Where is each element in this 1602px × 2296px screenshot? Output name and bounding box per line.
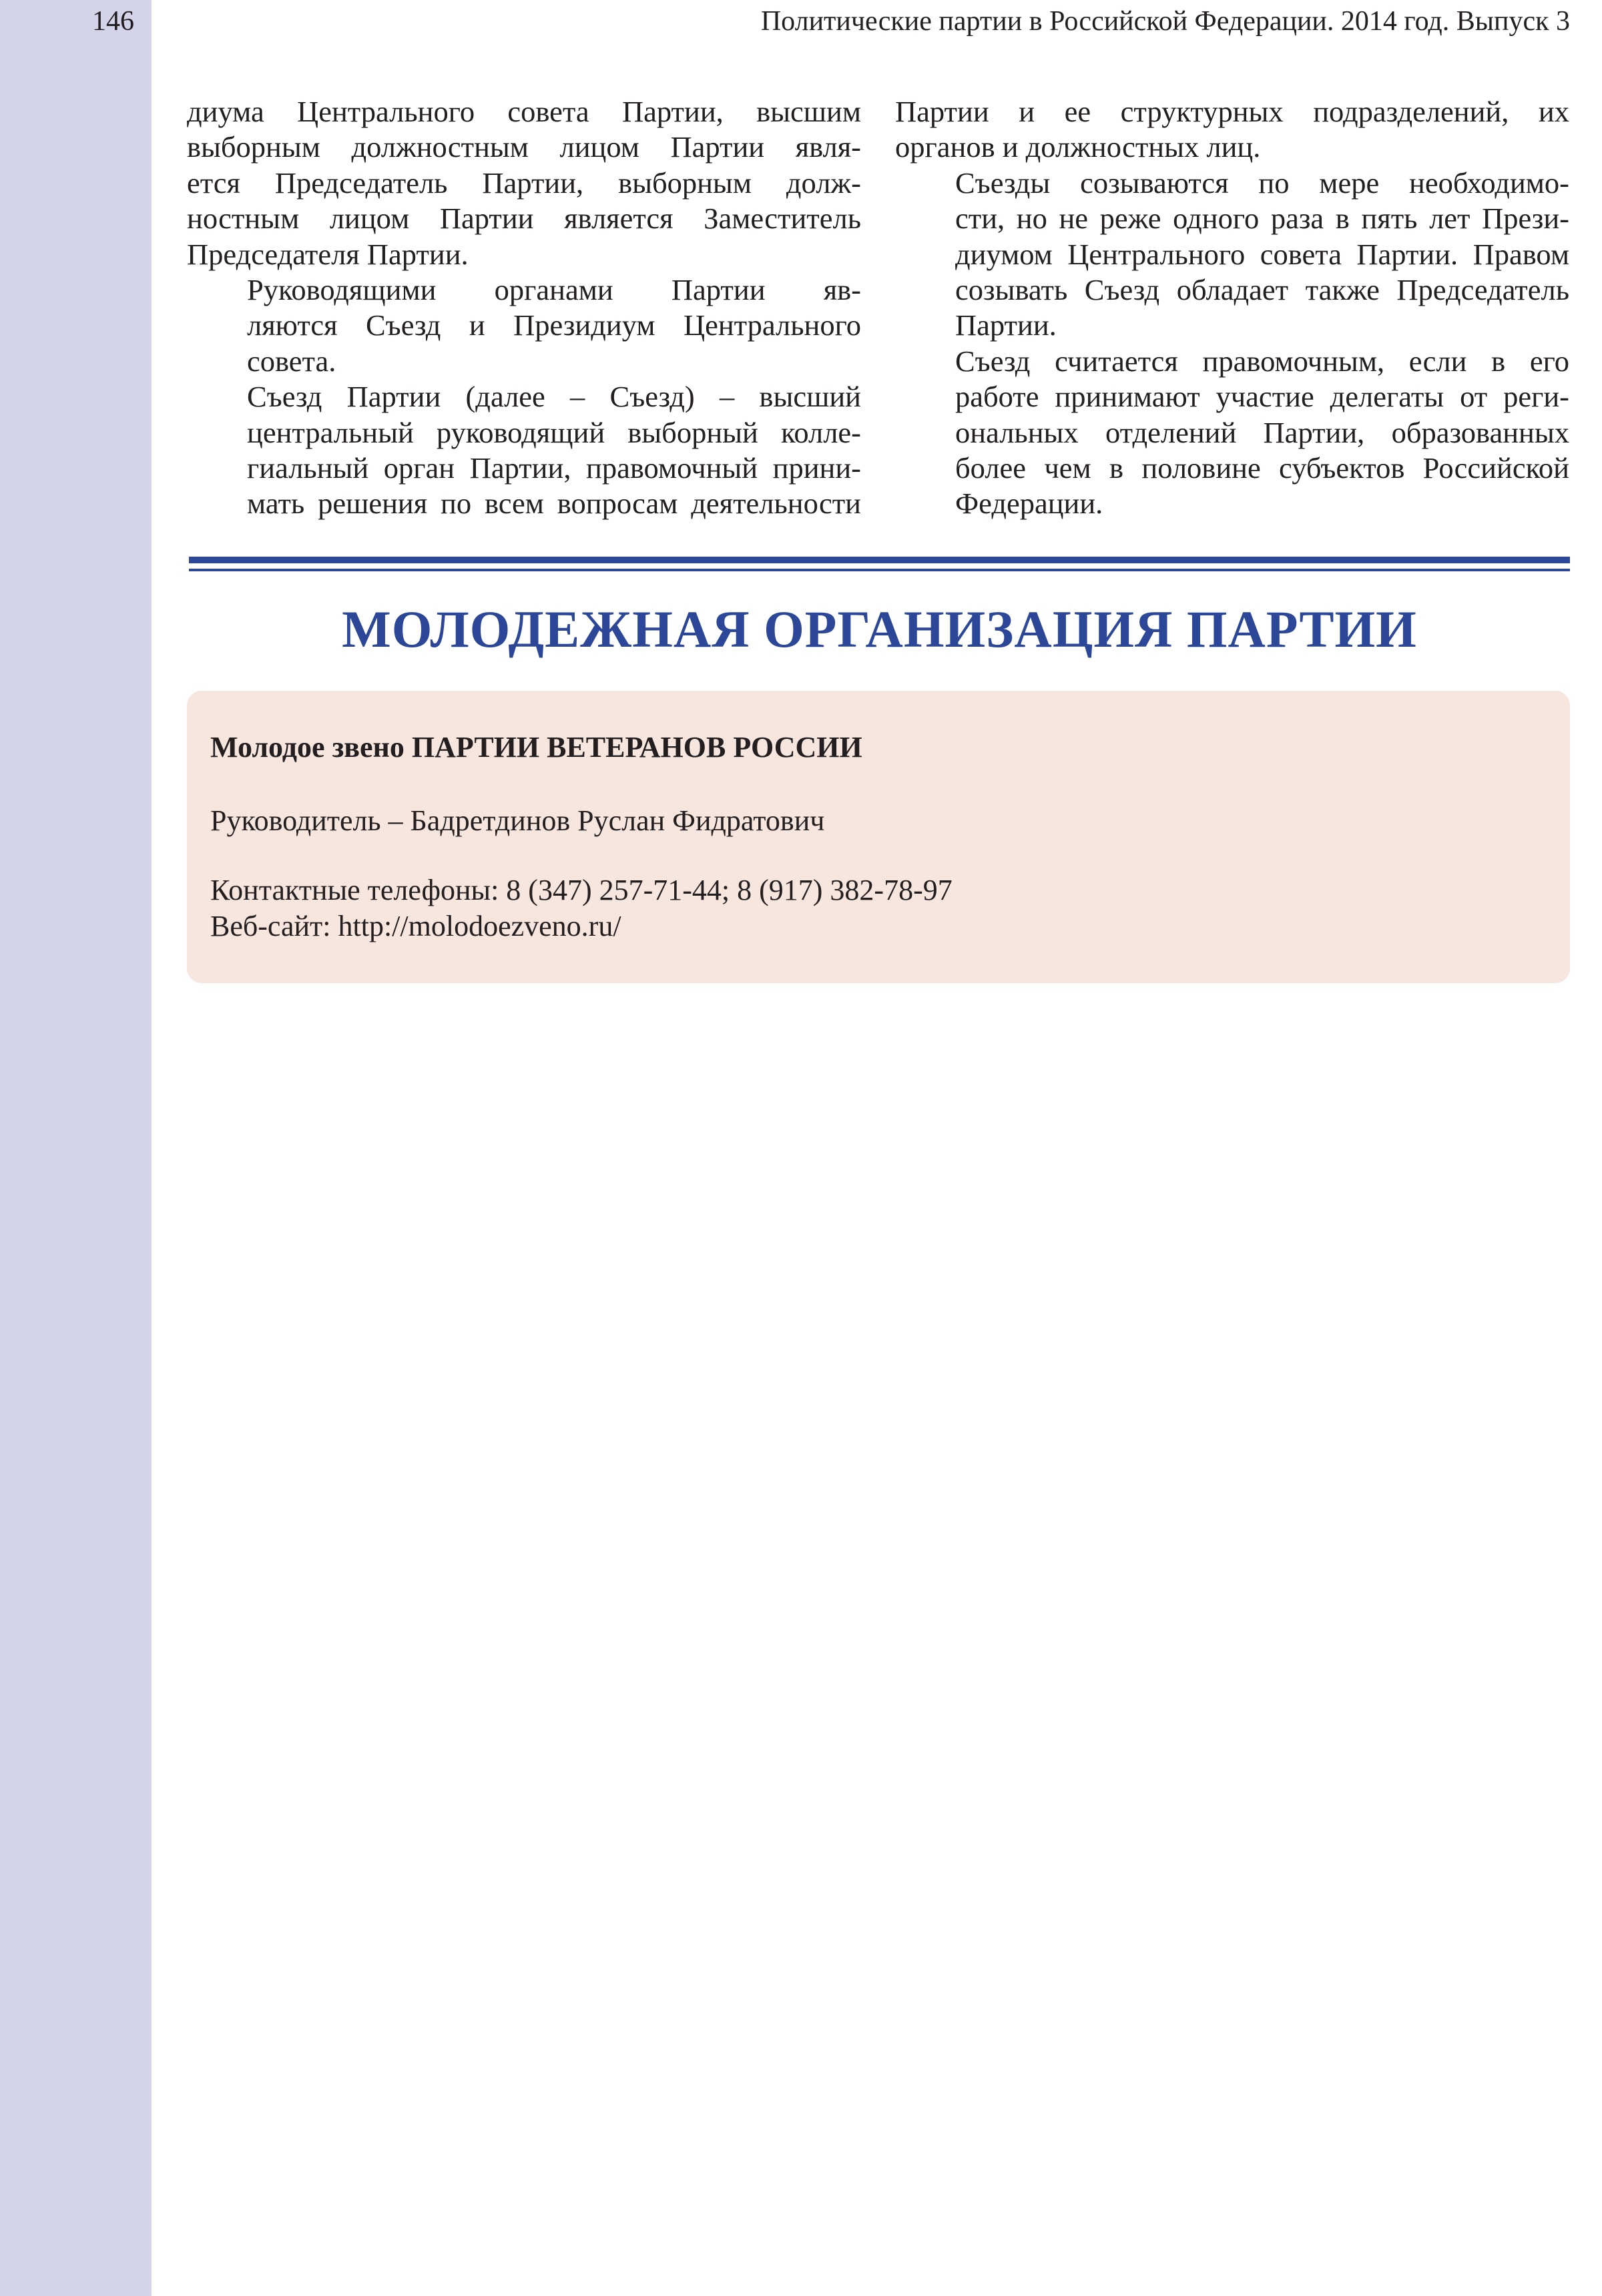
- body-column-right: [895, 94, 1569, 522]
- paragraph: [895, 344, 1569, 522]
- website-line: Веб-сайт: http://molodoezveno.ru/: [210, 910, 621, 942]
- text-line: Съезд Партии (далее – Съезд) – высший: [247, 380, 861, 414]
- margin-sidebar: [0, 0, 152, 2296]
- paragraph: [187, 94, 861, 272]
- text-line: более чем в половине субъектов Российской: [955, 451, 1569, 485]
- text-line: ется Председатель Партии, выборным долж-: [187, 166, 861, 200]
- contact-phones: Контактные телефоны: 8 (347) 257-71-44; 8 (917) 382-78-97: [210, 874, 953, 906]
- section-divider-thick: [189, 557, 1570, 563]
- organization-name: Молодое звено ПАРТИИ ВЕТЕРАНОВ РОССИИ: [210, 731, 862, 764]
- organization-info-box: [187, 691, 1570, 983]
- text-line: работе принимают участие делегаты от реги-: [955, 380, 1569, 414]
- text-line: совета.: [247, 344, 336, 378]
- text-line: Партии и ее структурных подразделений, их: [895, 95, 1569, 128]
- body-column-left: [187, 94, 861, 522]
- text-line: выборным должностным лицом Партии явля-: [187, 130, 861, 164]
- paragraph: [187, 379, 861, 522]
- text-line: диума Центрального совета Партии, высшим: [187, 95, 861, 128]
- text-line: диумом Центрального совета Партии. Правом: [955, 237, 1569, 271]
- paragraph: [895, 94, 1569, 166]
- text-line: Руководящими органами Партии яв-: [247, 273, 861, 307]
- leader-line: Руководитель – Бадретдинов Руслан Фидратович: [210, 804, 825, 837]
- text-line: Партии.: [955, 308, 1057, 342]
- running-title: Политические партии в Российской Федерации. 2014 год. Выпуск 3: [760, 6, 1570, 37]
- paragraph: [187, 272, 861, 379]
- text-line: гиальный орган Партии, правомочный прини-: [247, 451, 861, 485]
- text-line: ностным лицом Партии является Заместитель: [187, 202, 861, 236]
- text-line: сти, но не реже одного раза в пять лет Прези-: [955, 202, 1569, 236]
- text-line: Съезды созываются по мере необходимо-: [955, 166, 1569, 200]
- text-line: центральный руководящий выборный колле-: [247, 415, 861, 449]
- text-line: ональных отделений Партии, образованных: [955, 415, 1569, 449]
- text-line: мать решения по всем вопросам деятельности: [247, 487, 861, 521]
- text-line: Председателя Партии.: [187, 237, 469, 271]
- section-title: МОЛОДЕЖНАЯ ОРГАНИЗАЦИЯ ПАРТИИ: [342, 600, 1417, 658]
- paragraph: [895, 166, 1569, 344]
- text-line: созывать Съезд обладает также Председатель: [955, 273, 1569, 307]
- text-line: Федерации.: [955, 487, 1103, 521]
- text-line: ляются Съезд и Президиум Центрального: [247, 308, 861, 342]
- page-number: 146: [92, 6, 134, 37]
- text-line: Съезд считается правомочным, если в его: [955, 344, 1569, 378]
- text-line: органов и должностных лиц.: [895, 130, 1261, 164]
- section-divider-thin: [189, 569, 1570, 571]
